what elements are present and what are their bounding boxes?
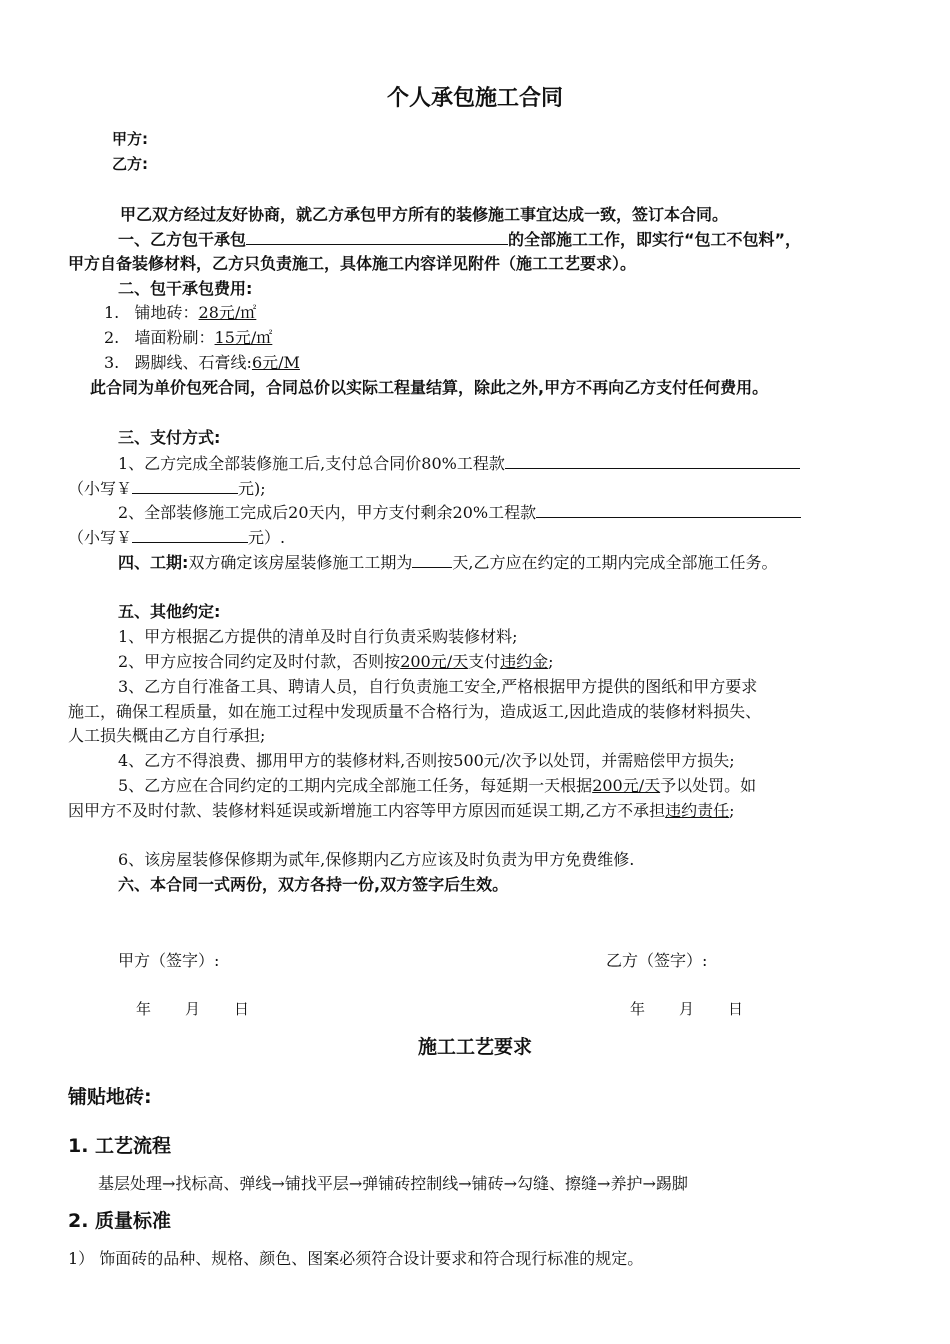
section-4-heading: 四、工期: [118, 553, 189, 572]
payment-2-small-post: 元）. [248, 528, 286, 547]
fee-num: 1. [104, 303, 120, 322]
section-1-pre: 一、乙方包干承包 [118, 230, 247, 249]
section-4-post: 天,乙方应在约定的工期内完成全部施工任务。 [452, 553, 778, 572]
contract-scope-blank[interactable] [246, 228, 508, 245]
section-1-line-1 [118, 228, 801, 251]
fee-item-2 [104, 327, 272, 349]
other-term-2-mid: 支付 [468, 652, 501, 671]
other-term-3-line-3: 人工损失概由乙方自行承担; [68, 726, 266, 745]
other-term-2-post: ; [548, 652, 554, 671]
party-a-date [136, 998, 249, 1020]
party-b-signature: 乙方（签字）: [606, 951, 708, 970]
other-term-4: 4、乙方不得浪费、挪用甲方的装修材料,否则按500元/次予以处罚，并需赔偿甲方损失; [118, 751, 735, 770]
day-label: 日 [234, 1000, 250, 1018]
other-term-2-rate: 200元/天 [400, 652, 469, 671]
other-term-5-line-2-pre: 因甲方不及时付款、装修材料延误或新增施工内容等甲方原因而延误工期,乙方不承担 [68, 801, 666, 820]
fee-label: 铺地砖： [134, 303, 199, 322]
day-label: 日 [728, 1000, 744, 1018]
month-label: 月 [185, 1000, 201, 1018]
section-2-heading: 二、包干承包费用: [118, 279, 253, 298]
section-6: 六、本合同一式两份，双方各持一份,双方签字后生效。 [118, 875, 509, 894]
fee-item-3 [104, 352, 300, 374]
other-term-5-liability: 违约责任 [665, 801, 730, 820]
other-term-3-line-2: 施工，确保工程质量，如在施工过程中发现质量不合格行为，造成返工,因此造成的装修材料损失、 [68, 702, 762, 721]
payment-2-small-blank[interactable] [132, 526, 248, 543]
payment-2-small-pre: （小写￥ [68, 528, 133, 547]
contract-title: 个人承包施工合同 [386, 86, 563, 111]
appendix-title: 施工工艺要求 [417, 1036, 532, 1058]
other-term-2-penalty: 违约金 [500, 652, 549, 671]
other-term-6: 6、该房屋装修保修期为贰年,保修期内乙方应该及时负责为甲方免费维修. [118, 850, 635, 869]
duration-days-blank[interactable] [412, 551, 452, 568]
other-term-5-pre: 5、乙方应在合同约定的工期内完成全部施工任务，每延期一天根据 [118, 776, 593, 795]
section-1-post: 的全部施工工作，即实行“包工不包料”， [508, 230, 802, 249]
process-heading: 1. 工艺流程 [68, 1135, 172, 1157]
fee-label: 踢脚线、石膏线: [134, 353, 252, 372]
payment-2 [118, 501, 801, 524]
fee-price: 6元/M [251, 353, 300, 372]
section-3-heading: 三、支付方式: [118, 428, 221, 447]
other-term-3-line-1: 3、乙方自行准备工具、聘请人员，自行负责施工安全,严格根据甲方提供的图纸和甲方要求 [118, 677, 758, 696]
other-term-5-line-2-post: ; [729, 801, 735, 820]
payment-2-amount-blank[interactable] [536, 501, 801, 518]
party-b-date [630, 998, 743, 1020]
process-text: 基层处理→找标高、弹线→铺找平层→弹铺砖控制线→铺砖→勾缝、擦缝→养护→踢脚 [98, 1174, 688, 1193]
party-b-label: 乙方: [112, 155, 148, 173]
month-label: 月 [679, 1000, 695, 1018]
quality-heading: 2. 质量标准 [68, 1210, 172, 1232]
fee-label: 墙面粉刷： [134, 328, 215, 347]
section-5-heading: 五、其他约定: [118, 602, 221, 621]
fixed-price-note: 此合同为单价包死合同，合同总价以实际工程量结算，除此之外,甲方不再向乙方支付任何费用。 [90, 378, 769, 397]
party-a-signature: 甲方（签字）: [118, 951, 220, 970]
other-term-5-line-2 [68, 800, 735, 822]
other-term-2 [118, 651, 554, 673]
other-term-5-post: 予以处罚。如 [660, 776, 757, 795]
fee-num: 3. [104, 353, 120, 372]
party-a-label: 甲方: [112, 130, 148, 148]
other-term-1: 1、甲方根据乙方提供的清单及时自行负责采购装修材料; [118, 627, 518, 646]
year-label: 年 [630, 1000, 646, 1018]
section-1-line-2: 甲方自备装修材料，乙方只负责施工，具体施工内容详见附件（施工工艺要求）。 [68, 254, 637, 273]
payment-1-amount-blank[interactable] [505, 452, 800, 469]
payment-1-small-blank[interactable] [132, 477, 238, 494]
other-term-5-line-1 [118, 775, 756, 797]
payment-1-small-post: 元); [238, 479, 266, 498]
payment-2-text: 2、全部装修施工完成后20天内，甲方支付剩余20%工程款 [118, 503, 537, 522]
tile-heading: 铺贴地砖: [68, 1086, 152, 1108]
other-term-5-rate: 200元/天 [592, 776, 661, 795]
fee-item-1 [104, 302, 256, 324]
payment-1-small-pre: （小写￥ [68, 479, 133, 498]
payment-1-small [68, 477, 266, 500]
fee-price: 28元/㎡ [198, 303, 257, 322]
quality-item-1: 1） 饰面砖的品种、规格、颜色、图案必须符合设计要求和符合现行标准的规定。 [68, 1249, 644, 1268]
payment-2-small [68, 526, 285, 549]
fee-num: 2. [104, 328, 120, 347]
fee-price: 15元/㎡ [214, 328, 273, 347]
payment-1 [118, 452, 800, 475]
section-4 [118, 551, 778, 574]
year-label: 年 [136, 1000, 152, 1018]
intro-text: 甲乙双方经过友好协商，就乙方承包甲方所有的装修施工事宜达成一致，签订本合同。 [120, 205, 729, 224]
section-4-pre: 双方确定该房屋装修施工工期为 [188, 553, 413, 572]
other-term-2-pre: 2、甲方应按合同约定及时付款，否则按 [118, 652, 401, 671]
payment-1-text: 1、乙方完成全部装修施工后,支付总合同价80%工程款 [118, 454, 505, 473]
